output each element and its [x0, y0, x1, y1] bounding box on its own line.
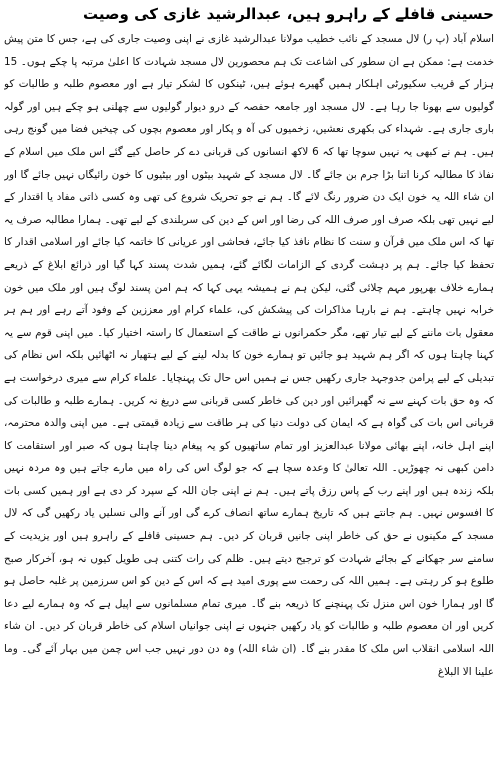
article-headline: حسینی قافلے کے راہرو ہیں، عبدالرشید غازی کی وصیت	[83, 5, 494, 23]
article-body: اسلام آباد (پ ر) لال مسجد کے نائب خطیب مولانا عبدالرشید غازی نے اپنی وصیت جاری کی ہے، جس کا متن پیش خدمت ہے: ممکن ہے ان سطور کی اشاعت تک ہم محصورین لال مسجد شہادت کا اعلیٰ مرتبہ پا چکے ہوں۔ 15 ہزار کے قریب سکیورٹی اہلکار ہمیں گھیرے ہوئے ہیں، ٹینکوں کا لشکر تیار ہے اور معصوم طلبہ و طالبات کو گولیوں سے بھونا جا رہا ہے۔ لال مسجد اور جامعہ حفصہ کے درو دیوار گولیوں سے چھلنی ہو چکے ہیں اور گولہ باری جاری ہے۔ شہداء کی بکھری نعشیں، زخمیوں کی آہ و پکار اور معصوم بچوں کی چیخیں فضا میں گونج رہی ہیں۔ ہم نے کبھی یہ نہیں سوچا تھا کہ 6 لاکھ انسانوں کی قربانی دے کر حاصل کیے گئے اس ملک میں اسلام کے نفاذ کا مطالبہ کرنا اتنا بڑا جرم بن جائے گا۔ لال مسجد کے شہید بیٹوں اور بیٹیوں کا خون رائیگاں نہیں جائے گا اور ان شاء اللہ یہ خون ایک دن ضرور رنگ لائے گا۔ ہم نے جو تحریک شروع کی تھی وہ کسی ذاتی مفاد یا اقتدار کے لیے نہیں تھی بلکہ صرف اور صرف اللہ کی رضا اور اس کے دین کی سربلندی کے لیے تھی۔ ہمارا مطالبہ صرف یہ تھا کہ اس ملک میں قرآن و سنت کا نظام نافذ کیا جائے، فحاشی اور عریانی کا خاتمہ کیا جائے اور اسلامی اقدار کا تحفظ کیا جائے۔ ہم پر دہشت گردی کے الزامات لگائے گئے، ہمیں شدت پسند کہا گیا اور ذرائع ابلاغ کے ذریعے ہمارے خلاف بھرپور مہم چلائی گئی، لیکن ہم نے ہمیشہ یہی کہا کہ ہم امن پسند لوگ ہیں اور ملک میں خون خرابہ نہیں چاہتے۔ ہم نے بارہا مذاکرات کی پیشکش کی، علماء کرام اور معززین کے وفود آتے رہے اور ہم ہر معقول بات ماننے کے لیے تیار تھے، مگر حکمرانوں نے طاقت کے استعمال کا راستہ اختیار کیا۔ میں اپنی قوم سے یہ کہنا چاہتا ہوں کہ اگر ہم شہید ہو جائیں تو ہمارے خون کا بدلہ لینے کے لیے ہتھیار نہ اٹھائیں بلکہ اس نظام کی تبدیلی کے لیے پرامن جدوجہد جاری رکھیں جس نے ہمیں اس حال تک پہنچایا۔ علماء کرام سے میری درخواست ہے کہ وہ حق بات کہنے سے نہ گھبرائیں اور دین کی خاطر کسی قربانی سے دریغ نہ کریں۔ ہمارے طلبہ و طالبات کی قربانی اس بات کی گواہ ہے کہ ایمان کی دولت دنیا کی ہر طاقت سے زیادہ قیمتی ہے۔ میں اپنی والدہ محترمہ، اپنے اہل خانہ، اپنے بھائی مولانا عبدالعزیز اور تمام ساتھیوں کو یہ پیغام دینا چاہتا ہوں کہ صبر اور استقامت کا دامن کبھی نہ چھوڑیں۔ اللہ تعالیٰ کا وعدہ سچا ہے کہ جو لوگ اس کی راہ میں مارے جاتے ہیں وہ مردہ نہیں بلکہ زندہ ہیں اور اپنے رب کے پاس رزق پاتے ہیں۔ ہم نے اپنی جان اللہ کے سپرد کر دی ہے اور ہمیں کسی بات کا افسوس نہیں۔ ہم جانتے ہیں کہ تاریخ ہمارے ساتھ انصاف کرے گی اور آنے والی نسلیں یاد رکھیں گی کہ لال مسجد کے مکینوں نے حق کی خاطر اپنی جانیں قربان کر دیں۔ ہم حسینی قافلے کے راہرو ہیں اور یزیدیت کے سامنے سر جھکانے کے بجائے شہادت کو ترجیح دیتے ہیں۔ ظلم کی رات کتنی ہی طویل کیوں نہ ہو، آخرکار صبح طلوع ہو کر رہتی ہے۔ ہمیں اللہ کی رحمت سے پوری امید ہے کہ اس کے دین کو اس سرزمین پر غلبہ حاصل ہو گا اور ہمارا خون اس منزل تک پہنچنے کا ذریعہ بنے گا۔ میری تمام مسلمانوں سے اپیل ہے کہ وہ ہمارے لیے دعا کریں اور ان معصوم طلبہ و طالبات کو یاد رکھیں جنہوں نے اپنی جوانیاں اسلام کی خاطر قربان کر دیں۔ ان شاء اللہ اسلامی انقلاب اس ملک کا مقدر بنے گا۔ (ان شاء اللہ) وہ دن دور نہیں جب اس چمن میں بہار آئے گی۔ وما علینا الا البلاغ	[4, 33, 494, 678]
